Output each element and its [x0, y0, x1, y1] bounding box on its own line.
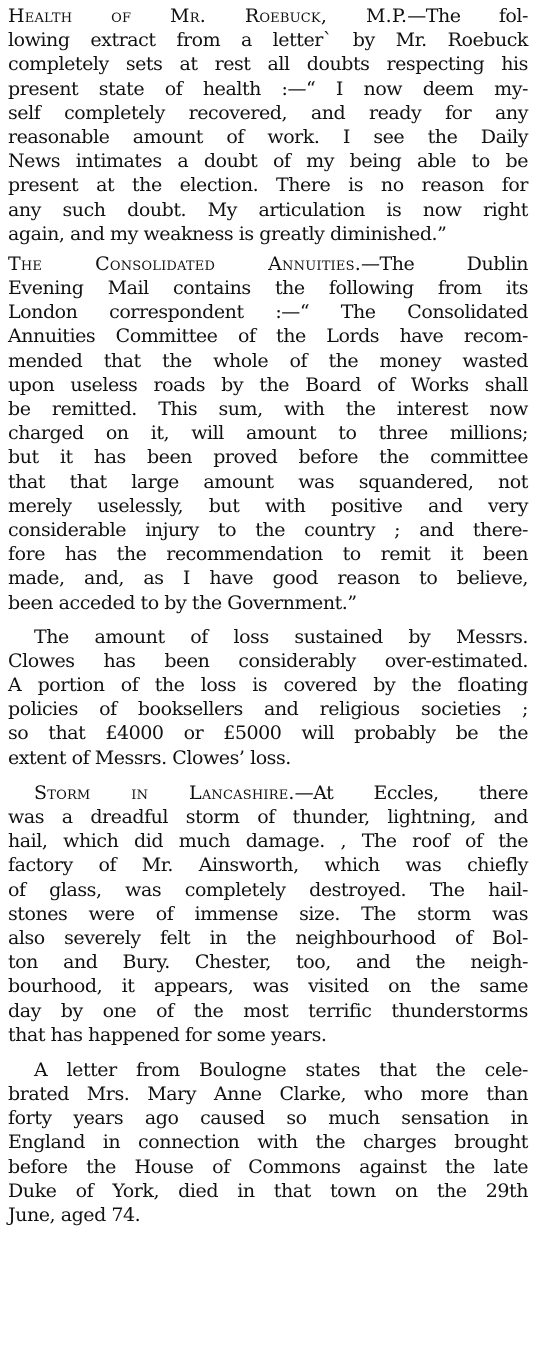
article-line: Duke of York, died in that town on the 29th — [8, 1179, 528, 1202]
article-line: again, and my weakness is greatly diminished.” — [8, 222, 447, 245]
article-clowes-loss — [8, 625, 528, 770]
article-line: made, and, as I have good reason to believe, — [8, 567, 528, 590]
article-separator — [8, 770, 528, 781]
article-line: that that large amount was squandered, not — [8, 470, 528, 493]
article-line: A letter from Boulogne states that the cele- — [34, 1058, 528, 1081]
article-line: self completely recovered, and ready for any — [8, 101, 528, 124]
article-line: was a dreadful storm of thunder, lightning, and — [8, 806, 528, 828]
article-consolidated-annuities — [8, 252, 528, 615]
article-line: before the House of Commons against the late — [8, 1155, 528, 1178]
article-mary-anne-clarke — [8, 1058, 528, 1227]
article-line: completely sets at rest all doubts respecting his — [8, 53, 528, 76]
article-line: factory of Mr. Ainsworth, which was chiefly — [8, 854, 528, 877]
article-line: ton and Bury. Chester, too, and the neigh- — [8, 951, 528, 974]
article-line: that has happened for some years. — [8, 1023, 327, 1046]
article-line: Health of Mr. Roebuck, M.P.—The fol- — [8, 5, 528, 27]
article-line: considerable injury to the country ; and there- — [8, 518, 528, 541]
article-line: upon useless roads by the Board of Works shall — [8, 373, 528, 396]
article-line: News intimates a doubt of my being able to be — [8, 150, 528, 173]
article-line: but it has been proved before the committee — [8, 446, 528, 469]
article-roebuck-health — [8, 4, 528, 246]
article-line: any such doubt. My articulation is now right — [8, 198, 528, 221]
article-line: forty years ago caused so much sensation in — [8, 1107, 528, 1130]
article-line: Storm in Lancashire.—At Eccles, there — [34, 781, 528, 804]
article-line: England in connection with the charges brought — [8, 1131, 528, 1154]
article-line: of glass, was completely destroyed. The hail- — [8, 878, 528, 901]
article-line: Annuities Committee of the Lords have recom- — [8, 325, 528, 348]
article-line: Evening Mail contains the following from its — [8, 277, 528, 300]
article-line: so that £4000 or £5000 will probably be the — [8, 722, 528, 745]
article-line: hail, which did much damage. , The roof of the — [8, 830, 528, 853]
article-line: fore has the recommendation to remit it been — [8, 543, 528, 566]
article-line: mended that the whole of the money wasted — [8, 349, 528, 372]
article-line: charged on it, will amount to three millions; — [8, 422, 528, 445]
article-line: day by one of the most terrific thunderstorms — [8, 999, 528, 1022]
article-storm-lancashire — [8, 781, 528, 1047]
article-line: The Consolidated Annuities.—The Dublin — [8, 252, 528, 275]
article-heading: Health of Mr. Roebuck, M.P. — [8, 5, 408, 27]
article-line: brated Mrs. Mary Anne Clarke, who more than — [8, 1083, 528, 1106]
article-line: policies of booksellers and religious societies ; — [8, 698, 528, 721]
article-separator — [8, 615, 528, 625]
article-line: present at the election. There is no reason for — [8, 174, 528, 197]
article-line: A portion of the loss is covered by the floating — [8, 674, 528, 697]
article-line: be remitted. This sum, with the interest now — [8, 398, 528, 420]
article-heading: Storm in Lancashire. — [34, 781, 295, 804]
article-separator — [8, 1047, 528, 1058]
article-line: London correspondent :—“ The Consolidated — [8, 301, 528, 324]
article-line: present state of health :—“ I now deem my- — [8, 77, 528, 100]
article-line: stones were of immense size. The storm was — [8, 902, 528, 925]
article-line: been acceded to by the Government.” — [8, 591, 357, 614]
article-line: extent of Messrs. Clowes’ loss. — [8, 746, 291, 769]
article-line: lowing extract from a letter` by Mr. Roebuck — [8, 29, 528, 52]
article-line: reasonable amount of work. I see the Daily — [8, 125, 528, 148]
article-line: Clowes has been considerably over-estimated. — [8, 649, 528, 672]
article-line: June, aged 74. — [8, 1204, 141, 1226]
article-heading: The Consolidated Annuities. — [8, 252, 361, 275]
article-line: also severely felt in the neighbourhood of Bol- — [8, 926, 528, 949]
article-line: The amount of loss sustained by Messrs. — [34, 625, 528, 648]
article-line: merely uselessly, but with positive and very — [8, 494, 528, 517]
article-line: bourhood, it appears, was visited on the same — [8, 975, 528, 998]
